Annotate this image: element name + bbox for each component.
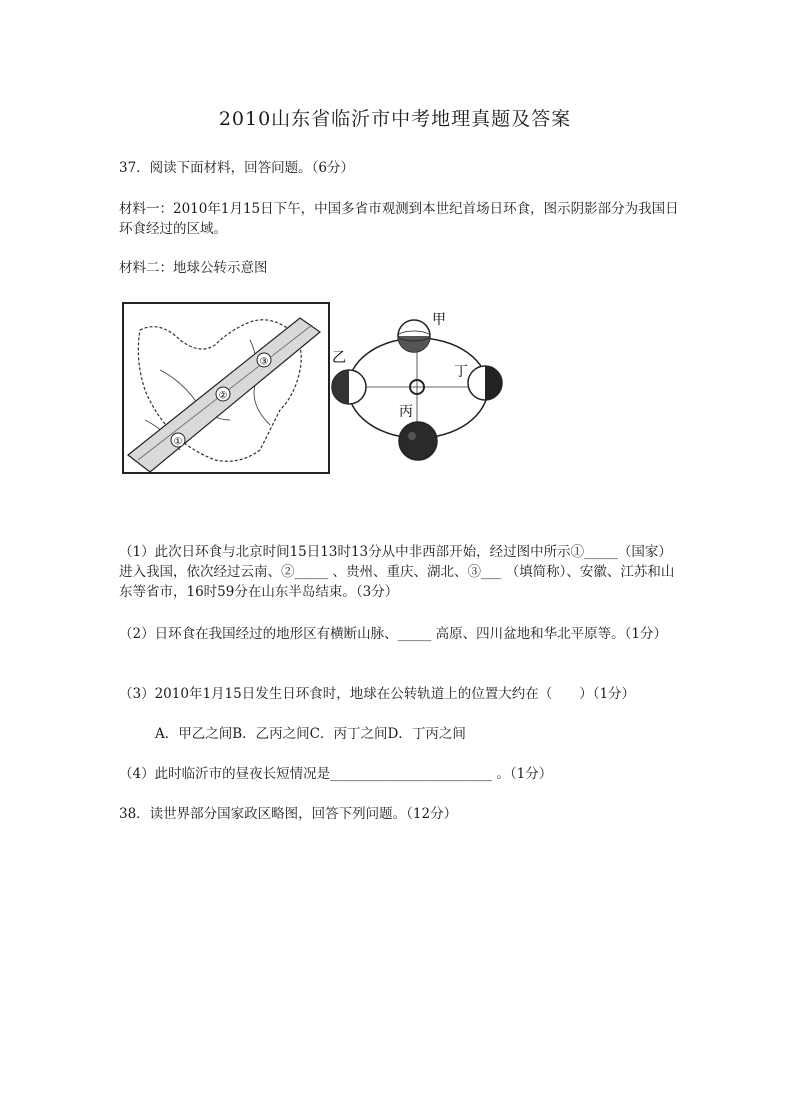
material-1: 材料一：2010年1月15日下午，中国多省市观测到本世纪首场日环食，图示阴影部分为我国日环食经过的区域。 <box>119 201 679 237</box>
question-37-stem: 37．阅读下面材料，回答问题。（6分） <box>119 160 355 176</box>
orbit-label-bing: 丙 <box>399 404 413 420</box>
orbit-label-jia: 甲 <box>432 312 446 328</box>
material-2: 材料二：地球公转示意图 <box>119 260 268 276</box>
question-37-sub4: （4）此时临沂市的昼夜长短情况是________________________ 。（1分） <box>119 766 553 782</box>
question-38-stem: 38．读世界部分国家政区略图，回答下列问题。（12分） <box>119 806 458 822</box>
question-37-sub2: （2）日环食在我国经过的地形区有横断山脉、_____ 高原、四川盆地和华北平原等。（1分） <box>119 626 667 642</box>
question-37-sub3: （3）2010年1月15日发生日环食时，地球在公转轨道上的位置大约在（ ）（1分） <box>119 686 636 702</box>
china-map <box>123 303 329 473</box>
map-label-1: ① <box>173 436 183 448</box>
orbit-label-yi: 乙 <box>332 350 346 366</box>
orbit-diagram <box>332 312 502 460</box>
orbit-label-ding: 丁 <box>454 364 468 380</box>
page-title: 2010山东省临沂市中考地理真题及答案 <box>218 108 572 130</box>
earth-bing <box>399 422 437 460</box>
map-label-2: ② <box>218 390 228 402</box>
figure-svg <box>120 300 520 480</box>
earth-ding <box>468 366 502 400</box>
earth-jia <box>398 320 430 352</box>
question-37-sub1: （1）此次日环食与北京时间15日13时13分从中非西部开始，经过图中所示①_____（国家）进入我国，依次经过云南、②_____ 、贵州、重庆、湖北、③___ （填简称）、安徽、江苏和山东等省市，16时59分在山东半岛结束。（3分） <box>119 544 675 600</box>
map-label-3: ③ <box>259 356 269 368</box>
earth-yi <box>332 370 366 404</box>
figure-eclipse-and-orbit <box>120 300 520 484</box>
question-37-options: A．甲乙之间B．乙丙之间C．丙丁之间D．丁丙之间 <box>155 726 466 742</box>
